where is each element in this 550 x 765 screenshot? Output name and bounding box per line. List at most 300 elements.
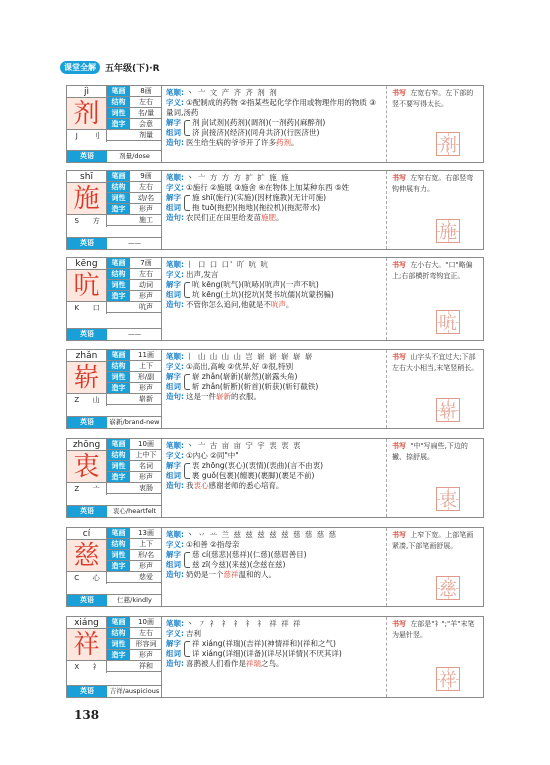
prop-value: 上中下 [135, 451, 157, 459]
radical: 心 [92, 574, 100, 582]
word-groups [166, 372, 383, 392]
stroke-order-value: 丨 口 口 口' 吖 吭 吭 [186, 260, 269, 269]
char-detail-panel [163, 439, 387, 517]
writing-tip-panel [388, 617, 484, 697]
prop-value: 左右 [139, 183, 153, 191]
prop-key: 造字 [107, 383, 130, 393]
prop-row [107, 650, 162, 661]
prop-key: 结构 [107, 97, 130, 107]
prop-key: 词性 [107, 461, 130, 471]
prop-row [107, 572, 162, 583]
word-group-2: 济 jì(接济)(经济)(同舟共济)(行医济世) [192, 128, 320, 137]
prop-row [107, 561, 162, 572]
english-key: 英语 [67, 238, 107, 249]
english-row [67, 328, 162, 340]
prop-value: 7画 [140, 259, 152, 267]
sentence-pre: 这是一件 [186, 392, 216, 401]
tip-key: 书写 [392, 531, 406, 539]
prop-value: 祥和 [139, 662, 153, 670]
prop-key: 词性 [107, 193, 130, 203]
prop-row [107, 383, 162, 394]
english-key: 英语 [67, 506, 107, 517]
radical: 口 [92, 304, 100, 312]
practice-grid [436, 667, 460, 691]
stroke-order [166, 441, 383, 451]
meaning-value: ①施行 ②施展 ③施舍 ④在物体上加某种东西 ⑤姓 [186, 183, 350, 192]
writing-tip [392, 441, 480, 463]
practice-grid [436, 310, 460, 334]
prop-key: 结构 [107, 628, 130, 638]
meaning-key: 字义: [166, 540, 184, 549]
prop-value: 形声 [139, 384, 153, 392]
prop-key: 笔画 [107, 617, 130, 627]
meaning-value: 出声,发言 [186, 270, 219, 279]
stroke-order-key: 笔顺: [166, 352, 184, 361]
prop-row [107, 119, 162, 130]
prop-value: 形声 [139, 205, 153, 213]
brace [184, 641, 190, 657]
writing-tip-panel [388, 350, 484, 428]
prop-value: 崭新 [139, 395, 153, 403]
prop-value: 会意 [139, 120, 153, 128]
writing-tip [392, 173, 480, 195]
prop-row [107, 550, 162, 561]
english-row [67, 237, 162, 249]
sentence-highlight: 慈祥 [223, 570, 239, 579]
prop-row [107, 528, 162, 539]
prop-value: 形声 [139, 473, 153, 481]
prop-row [107, 215, 162, 226]
prop-key: 结构 [107, 269, 130, 279]
tip-body: 山字头不宜过大;下部左右大小相当,末笔竖稍长。 [392, 353, 479, 372]
word-group-2: 兹 zī(今兹)(来兹)(念兹在兹) [192, 560, 286, 569]
word-group-2: 斩 zhǎn(斩断)(斩首)(斩获)(斩钉截铁) [192, 382, 319, 391]
prop-row [107, 269, 162, 280]
brace [184, 282, 190, 298]
prop-value: 左右 [139, 629, 153, 637]
radical: 山 [92, 396, 100, 404]
big-character: 施 [73, 183, 100, 214]
prop-row [107, 539, 162, 550]
prop-value: 吭声 [139, 303, 153, 311]
char-properties [107, 171, 162, 226]
prop-row [107, 204, 162, 215]
stroke-order-value: 丶 亠 方 方 方 扩 扩 施 施 [186, 173, 290, 182]
meaning [166, 362, 383, 372]
pinyin: zhǎn [67, 350, 107, 362]
english-row [67, 505, 162, 517]
tip-body: 左窄右宽。右部竖弯钩伸展有力。 [392, 174, 474, 193]
stroke-order-value: 丨 山 山 山 山 岂 崭 崭 崭 崭 崭 [186, 352, 314, 361]
writing-tip-panel [388, 528, 484, 606]
jiezi-key: 解字 [166, 280, 181, 289]
prop-key: 结构 [107, 361, 130, 371]
english-row [67, 150, 162, 162]
writing-tip-panel [388, 439, 484, 517]
page-header [60, 60, 160, 74]
big-character-box [67, 629, 107, 661]
tip-body: 左小右大。"口"略偏上;右部横折弯钩宜正。 [392, 261, 473, 280]
practice-grid [436, 398, 460, 422]
english-key: 英语 [67, 417, 107, 428]
radical-row [67, 483, 107, 495]
word-groups [166, 639, 383, 659]
meaning-value: ①和善 ②指母亲 [186, 540, 240, 549]
prop-key: 词性 [107, 108, 130, 118]
word-groups [166, 461, 383, 481]
stroke-order-value: 丶 ㇇ 礻 礻 礻 礻 礻 祥 祥 祥 [186, 619, 302, 628]
radical: 刂 [92, 132, 100, 140]
sentence-highlight: 崭新 [216, 392, 231, 401]
radical-letter: K [74, 304, 80, 312]
zuci-key: 组词 [166, 382, 181, 391]
english-key: 英语 [67, 151, 107, 162]
writing-tip-panel [388, 86, 484, 162]
meaning [166, 451, 383, 461]
stroke-order-value: 丶 亠 古 亩 亩 宁 宇 衷 衷 衷 [186, 441, 302, 450]
example-sentence [166, 392, 383, 402]
char-detail-panel [163, 258, 387, 340]
radical-letter: Z [74, 485, 80, 493]
big-character: 慈 [73, 540, 100, 571]
meaning [166, 270, 383, 280]
radical-row [67, 302, 107, 314]
prop-value: 施工 [139, 216, 153, 224]
prop-row [107, 450, 162, 461]
big-character: 祥 [73, 629, 100, 660]
writing-tip [392, 260, 480, 282]
radical-row [67, 130, 107, 142]
prop-row [107, 86, 162, 97]
practice-character: 施 [439, 222, 457, 243]
zuci-key: 组词 [166, 649, 181, 658]
english-key: 英语 [67, 686, 107, 697]
page-number: 138 [74, 708, 100, 722]
prop-key: 造字 [107, 472, 130, 482]
char-detail-panel [163, 617, 387, 697]
radical-letter: S [74, 217, 79, 225]
prop-value: 形声 [139, 651, 153, 659]
prop-value: 10画 [138, 618, 154, 626]
example-sentence [166, 138, 383, 148]
stroke-order-key: 笔顺: [166, 173, 184, 182]
prop-value: 形声 [139, 562, 153, 570]
tip-key: 书写 [392, 620, 406, 628]
big-character: 吭 [73, 270, 100, 301]
prop-value: 名/量 [137, 109, 155, 117]
prop-key: 结构 [107, 450, 130, 460]
pinyin: shī [67, 171, 107, 183]
character-card [66, 257, 484, 341]
brace [184, 463, 190, 479]
stroke-order-value: 丶 丷 䒑 兰 兹 兹 兹 兹 兹 慈 慈 慈 慈 [186, 530, 338, 539]
stroke-order-key: 笔顺: [166, 530, 184, 539]
meaning-value: ①高出,高峻 ②优异,好 ③很,特别 [186, 362, 294, 371]
sentence-pre: 医生给生病的爷爷开了许多 [186, 138, 276, 147]
writing-tip-panel [388, 258, 484, 340]
prop-value: 动词 [139, 281, 153, 289]
character-card [66, 527, 484, 607]
meaning-key: 字义: [166, 183, 184, 192]
prop-value: 形声 [139, 292, 153, 300]
writing-tip [392, 88, 480, 110]
sentence-highlight: 衷心 [193, 481, 209, 490]
prop-value: 9画 [140, 172, 152, 180]
prop-value: 形容词 [135, 640, 157, 648]
sentence-post: 。 [285, 300, 294, 309]
practice-character: 吭 [439, 313, 457, 334]
char-detail-panel [163, 171, 387, 249]
prop-row [107, 617, 162, 628]
prop-row [107, 97, 162, 108]
sentence-key: 造句: [166, 138, 184, 147]
meaning-value: 吉利 [186, 629, 201, 638]
jiezi-key: 解字 [166, 461, 181, 470]
big-character: 崭 [73, 362, 100, 393]
english-value: —— [128, 239, 141, 247]
sentence-key: 造句: [166, 300, 184, 309]
big-character-box [67, 540, 107, 572]
prop-key: 笔画 [107, 528, 130, 538]
char-info-panel [67, 171, 162, 249]
practice-grid [436, 576, 460, 600]
meaning [166, 629, 383, 639]
prop-value: 上下 [139, 540, 153, 548]
sentence-pre: 农民们正在田里给麦苗 [186, 213, 261, 222]
char-properties [107, 528, 162, 583]
radical: 方 [92, 217, 100, 225]
prop-key: 词性 [107, 280, 130, 290]
practice-character: 崭 [439, 401, 457, 422]
stroke-order [166, 173, 383, 183]
english-value: —— [128, 330, 141, 338]
prop-value: 动/名 [137, 194, 155, 202]
word-group-1: 崭 zhǎn(崭新)(崭然)(崭露头角) [192, 372, 298, 381]
prop-key: 造字 [107, 119, 130, 129]
word-group-1: 吭 kēng(吭气)(吭哧)(吭声)(一声不吭) [192, 280, 319, 289]
prop-key: 造字 [107, 650, 130, 660]
example-sentence [166, 659, 383, 669]
word-group-2: 详 xiáng(详细)(详备)(详尽)(详情)(不厌其详) [192, 649, 342, 658]
stroke-order [166, 352, 383, 362]
meaning-key: 字义: [166, 270, 184, 279]
zuci-key: 组词 [166, 128, 181, 137]
example-sentence [166, 570, 383, 580]
tip-body: 左部是"礻";"羊"末笔为悬针竖。 [392, 620, 475, 639]
prop-row [107, 461, 162, 472]
pinyin: jì [67, 86, 107, 98]
meaning [166, 183, 383, 193]
prop-row [107, 258, 162, 269]
char-properties [107, 350, 162, 405]
prop-key: 结构 [107, 182, 130, 192]
sentence-key: 造句: [166, 659, 184, 668]
prop-value: 衷肠 [139, 484, 153, 492]
prop-row [107, 472, 162, 483]
word-group-1: 衷 zhōng(衷心)(衷情)(衷曲)(言不由衷) [192, 461, 324, 470]
prop-key: 造字 [107, 291, 130, 301]
tip-body: "中"写扁些,下边的撇、捺舒展。 [392, 442, 468, 461]
english-row [67, 685, 162, 697]
sentence-post: 感谢老师的悉心培育。 [208, 481, 284, 490]
char-properties [107, 617, 162, 672]
practice-character: 衷 [439, 490, 457, 511]
pinyin: kēng [67, 258, 107, 270]
word-groups [166, 193, 383, 213]
zuci-key: 组词 [166, 471, 181, 480]
sentence-highlight: 药剂 [276, 138, 291, 147]
practice-grid [436, 132, 460, 156]
char-properties [107, 86, 162, 141]
jiezi-key: 解字 [166, 118, 181, 127]
big-character: 衷 [73, 451, 100, 482]
prop-row [107, 628, 162, 639]
sentence-highlight: 施肥 [261, 213, 276, 222]
word-groups [166, 550, 383, 570]
zuci-key: 组词 [166, 203, 181, 212]
prop-value: 左右 [139, 270, 153, 278]
practice-character: 剂 [439, 135, 457, 156]
tip-body: 上窄下宽。上部笔画紧凑,下部笔画舒展。 [392, 531, 474, 550]
sentence-key: 造句: [166, 213, 184, 222]
prop-key: 结构 [107, 539, 130, 549]
writing-tip-panel [388, 171, 484, 249]
sentence-pre: 我 [186, 481, 194, 490]
stroke-order-key: 笔顺: [166, 260, 184, 269]
jiezi-key: 解字 [166, 639, 181, 648]
prop-key: 造字 [107, 561, 130, 571]
writing-tip [392, 530, 480, 552]
meaning [166, 540, 383, 550]
char-detail-panel [163, 528, 387, 606]
word-group-1: 慈 cí(慈悲)(慈祥)(仁慈)(慈眉善目) [192, 550, 307, 559]
english-value: 崭新/brand-new [109, 418, 160, 426]
prop-value: 11画 [138, 351, 154, 359]
radical-letter: J [75, 132, 78, 140]
prop-row [107, 439, 162, 450]
prop-value: 左右 [139, 98, 153, 106]
char-info-panel [67, 86, 162, 162]
tip-body: 左宽右窄。左下部的竖不要写得太长。 [392, 89, 474, 108]
sentence-pre: 奶奶是一个 [186, 570, 224, 579]
jiezi-key: 解字 [166, 372, 181, 381]
sentence-key: 造句: [166, 481, 184, 490]
prop-key: 笔画 [107, 439, 130, 449]
meaning-value: ①内心 ②同"中" [186, 451, 239, 460]
practice-character: 祥 [439, 670, 457, 691]
prop-row [107, 372, 162, 383]
stroke-order-key: 笔顺: [166, 441, 184, 450]
prop-key: 造字 [107, 204, 130, 214]
pinyin: cí [67, 528, 107, 540]
prop-value: 慈爱 [139, 573, 153, 581]
char-info-panel [67, 258, 162, 340]
practice-grid [436, 487, 460, 511]
prop-value: 形/名 [137, 551, 155, 559]
prop-row [107, 361, 162, 372]
prop-key: 笔画 [107, 86, 130, 96]
prop-row [107, 280, 162, 291]
prop-key: 笔画 [107, 171, 130, 181]
prop-row [107, 483, 162, 494]
practice-grid [436, 219, 460, 243]
meaning-key: 字义: [166, 451, 184, 460]
jiezi-key: 解字 [166, 550, 181, 559]
big-character-box [67, 98, 107, 130]
brace [184, 552, 190, 568]
stroke-order [166, 88, 383, 98]
sentence-post: 的衣服。 [231, 392, 261, 401]
character-card [66, 85, 484, 163]
prop-key: 词性 [107, 372, 130, 382]
word-group-1: 祥 xiáng(祥瑞)(吉祥)(神情祥和)(祥和之气) [192, 639, 336, 648]
prop-row [107, 302, 162, 313]
sentence-pre: 喜鹊被人们看作是 [186, 659, 246, 668]
stroke-order [166, 619, 383, 629]
meaning-key: 字义: [166, 98, 184, 107]
prop-row [107, 661, 162, 672]
word-groups [166, 280, 383, 300]
sentence-post: 温和的人。 [238, 570, 276, 579]
big-character-box [67, 270, 107, 302]
prop-key: 笔画 [107, 258, 130, 268]
zuci-key: 组词 [166, 290, 181, 299]
word-group-2: 坑 kēng(土坑)(挖坑)(焚书坑儒)(坑蒙拐骗) [192, 290, 334, 299]
char-detail-panel [163, 86, 387, 162]
tip-key: 书写 [392, 174, 406, 182]
prop-value: 剂量 [139, 131, 153, 139]
meaning-key: 字义: [166, 362, 184, 371]
sentence-post: 之鸟。 [261, 659, 284, 668]
zuci-key: 组词 [166, 560, 181, 569]
stroke-order [166, 530, 383, 540]
big-character-box [67, 362, 107, 394]
pinyin: zhōng [67, 439, 107, 451]
radical-row [67, 572, 107, 584]
radical-letter: Z [74, 396, 80, 404]
writing-tip [392, 619, 480, 641]
big-character-box [67, 451, 107, 483]
tip-key: 书写 [392, 353, 406, 361]
prop-row [107, 350, 162, 361]
word-group-2: 拖 tuō(拖把)(拖地)(拖拉机)(拖泥带水) [192, 203, 321, 212]
radical-letter: X [74, 663, 80, 671]
prop-row [107, 193, 162, 204]
brace [184, 374, 190, 390]
prop-value: 名词 [139, 462, 153, 470]
sentence-highlight: 吭声 [270, 300, 286, 309]
prop-row [107, 108, 162, 119]
prop-row [107, 291, 162, 302]
english-row [67, 416, 162, 428]
english-row [67, 594, 162, 606]
sentence-key: 造句: [166, 392, 184, 401]
character-card [66, 349, 484, 429]
word-group-1: 施 shī(施行)(实施)(因材施教)(无计可施) [192, 193, 327, 202]
prop-row [107, 394, 162, 405]
prop-value: 13画 [138, 529, 154, 537]
prop-row [107, 171, 162, 182]
char-properties [107, 258, 162, 313]
word-groups [166, 118, 383, 138]
radical: 礻 [92, 663, 100, 671]
character-card [66, 616, 484, 698]
english-key: 英语 [67, 329, 107, 340]
stroke-order [166, 260, 383, 270]
practice-character: 慈 [439, 579, 457, 600]
english-value: 剂量/dose [119, 152, 150, 160]
big-character-box [67, 183, 107, 215]
